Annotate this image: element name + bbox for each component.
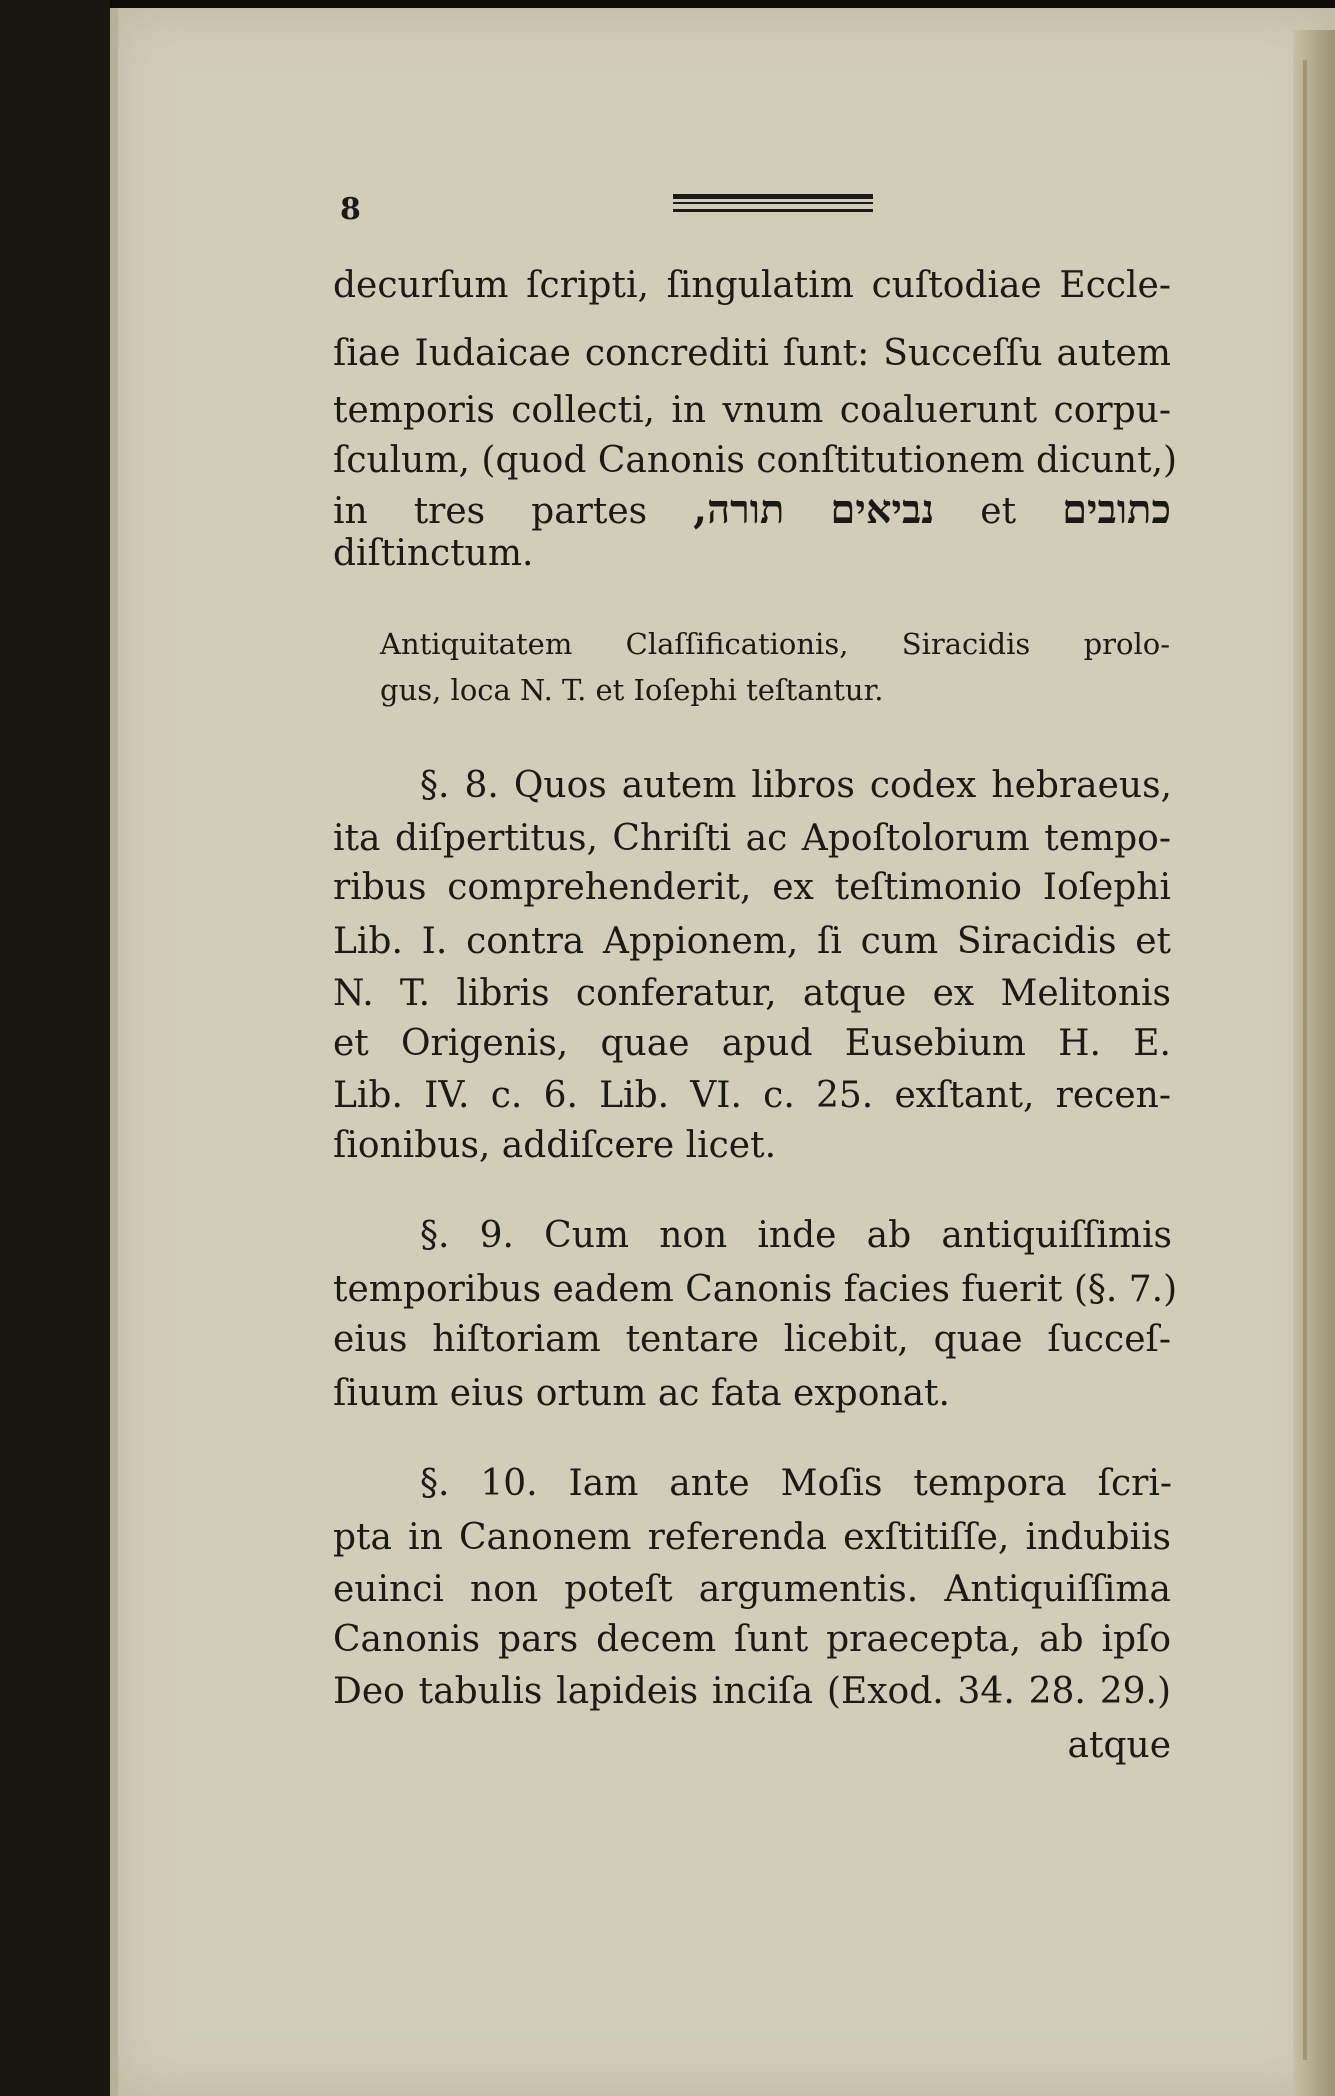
- page-number: 8: [340, 192, 361, 227]
- text-line: ſculum, (quod Canonis conſtitutionem dicunt,): [333, 440, 1178, 481]
- par8-line: N. T. libris conferatur, atque ex Melitonis: [333, 973, 1171, 1014]
- par10-line: Canonis pars decem ſunt praecepta, ab ipſo: [333, 1619, 1171, 1660]
- hebrew-neviim: נביאים: [830, 486, 935, 533]
- text-line: temporis collecti, in vnum coaluerunt corpu-: [333, 390, 1171, 431]
- text-line: diſtinctum.: [333, 533, 534, 574]
- hebrew-ketuvim: כתובים: [1062, 486, 1171, 533]
- par8-line: §. 8. Quos autem libros codex hebraeus,: [420, 765, 1172, 806]
- par10-line: pta in Canonem referenda exſtitiſſe, indubiis: [333, 1517, 1171, 1558]
- text-line: decurſum ſcripti, ſingulatim cuſtodiae Eccle-: [333, 265, 1171, 306]
- par9-line: §. 9. Cum non inde ab antiquiſſimis: [420, 1215, 1172, 1256]
- par9-line: temporibus eadem Canonis facies fuerit (§. 7.): [333, 1269, 1178, 1310]
- par10-line: §. 10. Iam ante Moſis tempora ſcri-: [420, 1463, 1172, 1504]
- header-rule: [673, 194, 873, 212]
- text-line: ſiae Iudaicae concrediti ſunt: Succeſſu autem: [333, 333, 1171, 374]
- par8-line: Lib. I. contra Appionem, ſi cum Siracidis et: [333, 921, 1171, 962]
- par8-line: Lib. IV. c. 6. Lib. VI. c. 25. exſtant, recen-: [333, 1075, 1171, 1116]
- par8-line: ſionibus, addiſcere licet.: [333, 1125, 777, 1166]
- catchword: atque: [1067, 1725, 1171, 1766]
- hebrew-conj: et: [980, 491, 1017, 532]
- hebrew-line: [333, 486, 1171, 533]
- note-line: gus, loca N. T. et Ioſephi teſtantur.: [380, 673, 884, 707]
- par8-line: et Origenis, quae apud Eusebium H. E.: [333, 1023, 1171, 1064]
- note-line: Antiquitatem Claſſificationis, Siracidis prolo-: [380, 627, 1170, 661]
- par8-line: ita diſpertitus, Chriſti ac Apoſtolorum tempo-: [333, 818, 1171, 859]
- par8-line: ribus comprehenderit, ex teſtimonio Ioſephi: [333, 867, 1171, 908]
- par10-line: euinci non poteſt argumentis. Antiquiſſima: [333, 1569, 1171, 1610]
- par10-line: Deo tabulis lapideis inciſa (Exod. 34. 28. 29.): [333, 1671, 1171, 1712]
- par9-line: ſiuum eius ortum ac fata exponat.: [333, 1373, 950, 1414]
- par9-line: eius hiſtoriam tentare licebit, quae ſucceſ-: [333, 1319, 1171, 1360]
- hebrew-torah: תורה,: [693, 486, 785, 533]
- hebrew-lead: in tres partes: [333, 491, 648, 532]
